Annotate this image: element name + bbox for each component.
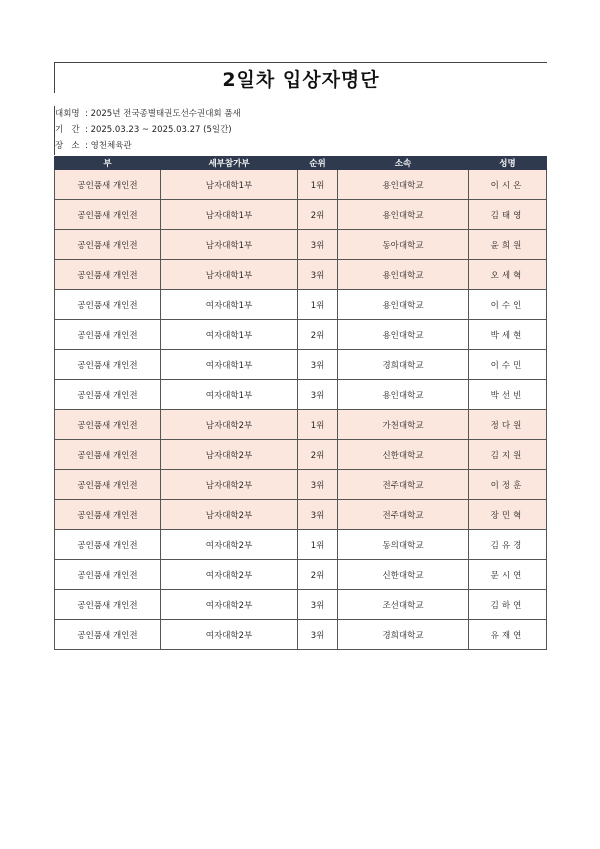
cell-category: 남자대학1부 bbox=[161, 260, 298, 290]
cell-name: 이시온 bbox=[469, 170, 547, 200]
cell-affiliation: 용인대학교 bbox=[338, 380, 469, 410]
cell-rank: 2위 bbox=[298, 560, 338, 590]
cell-name: 유재연 bbox=[469, 620, 547, 650]
table-row bbox=[55, 440, 547, 470]
cell-name: 이수민 bbox=[469, 350, 547, 380]
cell-rank: 3위 bbox=[298, 470, 338, 500]
info-competition-value: : 2025년 전국종별태권도선수권대회 품새 bbox=[85, 109, 241, 119]
cell-affiliation: 전주대학교 bbox=[338, 500, 469, 530]
cell-rank: 3위 bbox=[298, 350, 338, 380]
cell-division: 공인품새 개인전 bbox=[55, 260, 161, 290]
cell-rank: 1위 bbox=[298, 410, 338, 440]
cell-affiliation: 경희대학교 bbox=[338, 350, 469, 380]
table-row bbox=[55, 170, 547, 200]
header-division: 부 bbox=[55, 157, 161, 170]
cell-name: 문시연 bbox=[469, 560, 547, 590]
table-row bbox=[55, 590, 547, 620]
table-row bbox=[55, 620, 547, 650]
info-period bbox=[54, 122, 547, 139]
cell-rank: 1위 bbox=[298, 530, 338, 560]
cell-rank: 2위 bbox=[298, 320, 338, 350]
results-table bbox=[54, 156, 547, 650]
cell-division: 공인품새 개인전 bbox=[55, 170, 161, 200]
cell-division: 공인품새 개인전 bbox=[55, 590, 161, 620]
table-row bbox=[55, 530, 547, 560]
table-row bbox=[55, 230, 547, 260]
cell-division: 공인품새 개인전 bbox=[55, 200, 161, 230]
cell-name: 김유경 bbox=[469, 530, 547, 560]
cell-division: 공인품새 개인전 bbox=[55, 440, 161, 470]
cell-affiliation: 경희대학교 bbox=[338, 620, 469, 650]
cell-name: 김태영 bbox=[469, 200, 547, 230]
cell-rank: 3위 bbox=[298, 260, 338, 290]
cell-division: 공인품새 개인전 bbox=[55, 530, 161, 560]
cell-category: 여자대학2부 bbox=[161, 620, 298, 650]
cell-division: 공인품새 개인전 bbox=[55, 350, 161, 380]
cell-category: 남자대학1부 bbox=[161, 200, 298, 230]
cell-rank: 2위 bbox=[298, 200, 338, 230]
table-row bbox=[55, 350, 547, 380]
cell-name: 박선빈 bbox=[469, 380, 547, 410]
cell-name: 김하연 bbox=[469, 590, 547, 620]
table-row bbox=[55, 260, 547, 290]
cell-category: 여자대학2부 bbox=[161, 590, 298, 620]
table-row bbox=[55, 410, 547, 440]
page-title: 2일차 입상자명단 bbox=[222, 68, 380, 91]
cell-division: 공인품새 개인전 bbox=[55, 560, 161, 590]
cell-category: 여자대학1부 bbox=[161, 320, 298, 350]
cell-affiliation: 조선대학교 bbox=[338, 590, 469, 620]
cell-division: 공인품새 개인전 bbox=[55, 500, 161, 530]
cell-name: 이정훈 bbox=[469, 470, 547, 500]
table-row bbox=[55, 290, 547, 320]
info-venue bbox=[54, 138, 547, 155]
header-category: 세부참가부 bbox=[161, 157, 298, 170]
cell-name: 오세혁 bbox=[469, 260, 547, 290]
cell-rank: 1위 bbox=[298, 170, 338, 200]
cell-division: 공인품새 개인전 bbox=[55, 380, 161, 410]
cell-division: 공인품새 개인전 bbox=[55, 470, 161, 500]
cell-name: 장민혁 bbox=[469, 500, 547, 530]
cell-category: 여자대학1부 bbox=[161, 350, 298, 380]
cell-category: 여자대학2부 bbox=[161, 530, 298, 560]
cell-name: 이수인 bbox=[469, 290, 547, 320]
table-row bbox=[55, 560, 547, 590]
cell-rank: 3위 bbox=[298, 590, 338, 620]
cell-category: 남자대학2부 bbox=[161, 470, 298, 500]
info-competition bbox=[54, 106, 547, 123]
table-row bbox=[55, 470, 547, 500]
cell-division: 공인품새 개인전 bbox=[55, 290, 161, 320]
header-affiliation: 소속 bbox=[338, 157, 469, 170]
cell-rank: 3위 bbox=[298, 230, 338, 260]
cell-affiliation: 동의대학교 bbox=[338, 530, 469, 560]
cell-category: 남자대학2부 bbox=[161, 410, 298, 440]
cell-rank: 2위 bbox=[298, 440, 338, 470]
table-row bbox=[55, 320, 547, 350]
cell-name: 정다원 bbox=[469, 410, 547, 440]
title-box bbox=[54, 62, 547, 93]
cell-affiliation: 신한대학교 bbox=[338, 440, 469, 470]
cell-affiliation: 용인대학교 bbox=[338, 320, 469, 350]
cell-name: 김지원 bbox=[469, 440, 547, 470]
info-competition-label: 대회명 bbox=[55, 109, 80, 119]
table-row bbox=[55, 380, 547, 410]
cell-division: 공인품새 개인전 bbox=[55, 410, 161, 440]
cell-affiliation: 용인대학교 bbox=[338, 170, 469, 200]
cell-rank: 3위 bbox=[298, 500, 338, 530]
cell-affiliation: 용인대학교 bbox=[338, 260, 469, 290]
cell-division: 공인품새 개인전 bbox=[55, 620, 161, 650]
cell-category: 여자대학2부 bbox=[161, 560, 298, 590]
cell-affiliation: 용인대학교 bbox=[338, 200, 469, 230]
cell-category: 남자대학2부 bbox=[161, 500, 298, 530]
info-venue-value: : 영천체육관 bbox=[85, 141, 132, 151]
cell-rank: 3위 bbox=[298, 620, 338, 650]
cell-category: 남자대학2부 bbox=[161, 440, 298, 470]
cell-division: 공인품새 개인전 bbox=[55, 320, 161, 350]
cell-category: 남자대학1부 bbox=[161, 170, 298, 200]
table-row bbox=[55, 500, 547, 530]
cell-category: 남자대학1부 bbox=[161, 230, 298, 260]
cell-affiliation: 용인대학교 bbox=[338, 290, 469, 320]
info-period-value: : 2025.03.23 ~ 2025.03.27 (5일간) bbox=[85, 125, 232, 135]
header-row bbox=[55, 157, 547, 170]
cell-affiliation: 가천대학교 bbox=[338, 410, 469, 440]
cell-category: 여자대학1부 bbox=[161, 290, 298, 320]
cell-name: 윤희원 bbox=[469, 230, 547, 260]
table-row bbox=[55, 200, 547, 230]
cell-category: 여자대학1부 bbox=[161, 380, 298, 410]
info-period-label: 기 간 bbox=[55, 125, 80, 135]
cell-affiliation: 전주대학교 bbox=[338, 470, 469, 500]
cell-rank: 1위 bbox=[298, 290, 338, 320]
results-body bbox=[55, 170, 547, 650]
cell-affiliation: 동아대학교 bbox=[338, 230, 469, 260]
header-rank: 순위 bbox=[298, 157, 338, 170]
info-venue-label: 장 소 bbox=[55, 141, 80, 151]
header-name: 성명 bbox=[469, 157, 547, 170]
cell-name: 박세현 bbox=[469, 320, 547, 350]
cell-rank: 3위 bbox=[298, 380, 338, 410]
cell-affiliation: 신한대학교 bbox=[338, 560, 469, 590]
cell-division: 공인품새 개인전 bbox=[55, 230, 161, 260]
